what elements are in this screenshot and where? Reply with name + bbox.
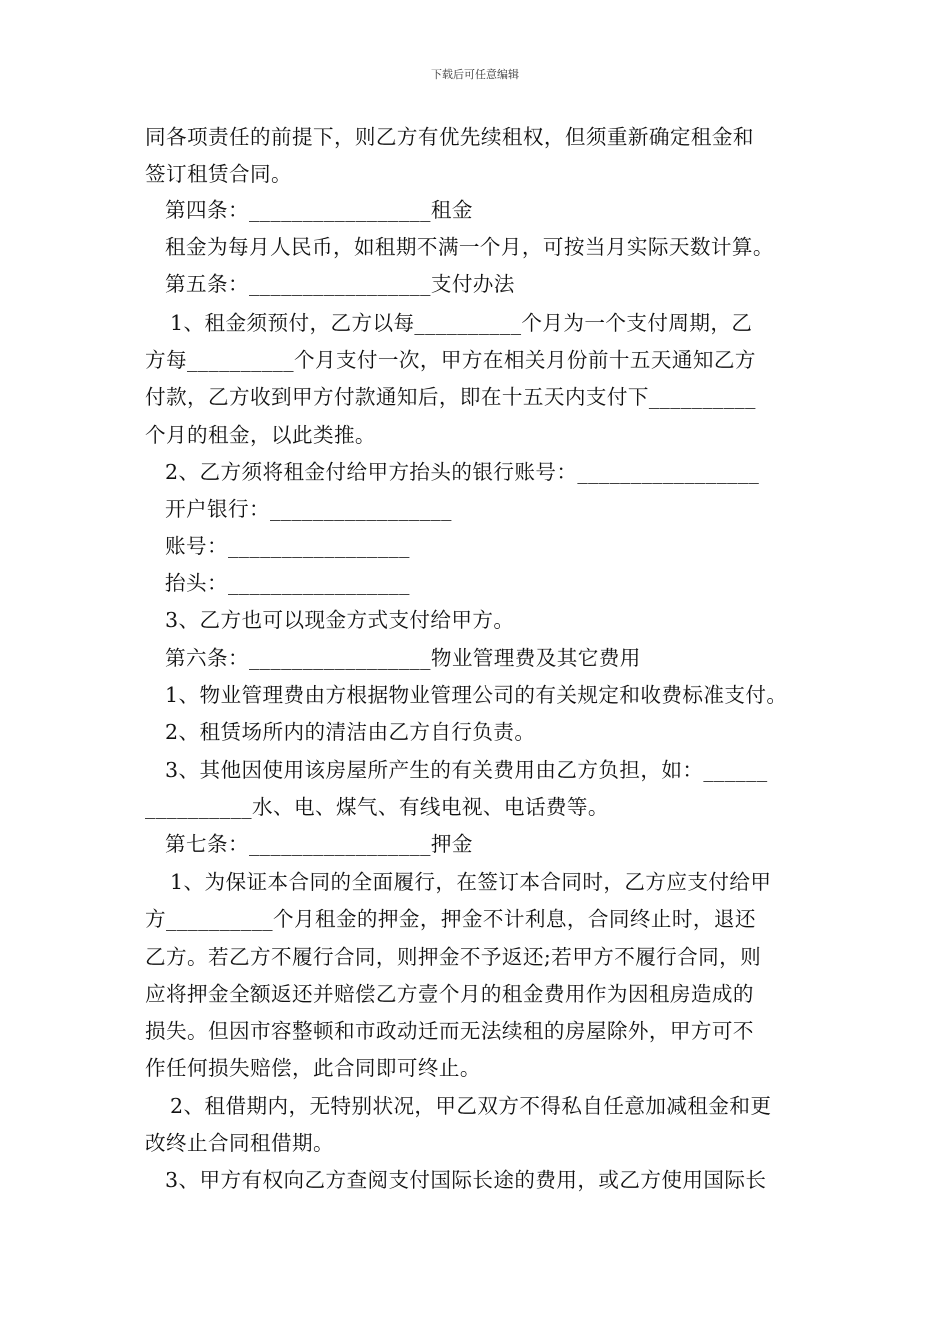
page-header: 下载后可任意编辑 xyxy=(431,68,519,81)
paragraph-line: 方每__________个月支付一次，甲方在相关月份前十五天通知乙方 xyxy=(145,348,756,372)
article-4-heading: 第四条：_________________租金 xyxy=(165,198,473,222)
paragraph-line: __________水、电、煤气、有线电视、电话费等。 xyxy=(145,795,609,819)
account-field: 账号：_________________ xyxy=(165,534,410,558)
paragraph-line: 1、租金须预付，乙方以每__________个月为一个支付周期，乙 xyxy=(170,311,753,335)
article-7-heading: 第七条：_________________押金 xyxy=(165,832,473,856)
paragraph-line: 损失。但因市容整顿和市政动迁而无法续租的房屋除外，甲方可不 xyxy=(145,1019,754,1043)
paragraph-line: 乙方。若乙方不履行合同，则押金不予返还;若甲方不履行合同，则 xyxy=(145,945,762,969)
paragraph-line: 2、租赁场所内的清洁由乙方自行负责。 xyxy=(165,720,536,744)
paragraph-line: 个月的租金，以此类推。 xyxy=(145,423,376,447)
paragraph-line: 作任何损失赔偿，此合同即可终止。 xyxy=(145,1056,481,1080)
paragraph-line: 2、租借期内，无特别状况，甲乙双方不得私自任意加减租金和更 xyxy=(170,1094,772,1118)
title-field: 抬头：_________________ xyxy=(165,571,410,595)
article-5-heading: 第五条：_________________支付办法 xyxy=(165,272,515,296)
paragraph-line: 1、为保证本合同的全面履行，在签订本合同时，乙方应支付给甲 xyxy=(170,870,772,894)
paragraph-line: 2、乙方须将租金付给甲方抬头的银行账号：_________________ xyxy=(165,460,760,484)
paragraph-line: 3、乙方也可以现金方式支付给甲方。 xyxy=(165,608,515,632)
paragraph-line: 租金为每月人民币，如租期不满一个月，可按当月实际天数计算。 xyxy=(165,235,774,259)
paragraph-line: 方__________个月租金的押金，押金不计利息，合同终止时，退还 xyxy=(145,907,756,931)
paragraph-line: 应将押金全额返还并赔偿乙方壹个月的租金费用作为因租房造成的 xyxy=(145,982,754,1006)
paragraph-line: 3、甲方有权向乙方查阅支付国际长途的费用，或乙方使用国际长 xyxy=(165,1168,767,1192)
paragraph-line: 同各项责任的前提下，则乙方有优先续租权，但须重新确定租金和 xyxy=(145,125,754,149)
paragraph-line: 3、其他因使用该房屋所产生的有关费用由乙方负担，如：______ xyxy=(165,758,768,782)
bank-field: 开户银行：_________________ xyxy=(165,497,452,521)
paragraph-line: 付款，乙方收到甲方付款通知后，即在十五天内支付下__________ xyxy=(145,385,756,409)
article-6-heading: 第六条：_________________物业管理费及其它费用 xyxy=(165,646,641,670)
paragraph-line: 签订租赁合同。 xyxy=(145,162,292,186)
paragraph-line: 1、物业管理费由方根据物业管理公司的有关规定和收费标准支付。 xyxy=(165,683,788,707)
paragraph-line: 改终止合同租借期。 xyxy=(145,1131,334,1155)
